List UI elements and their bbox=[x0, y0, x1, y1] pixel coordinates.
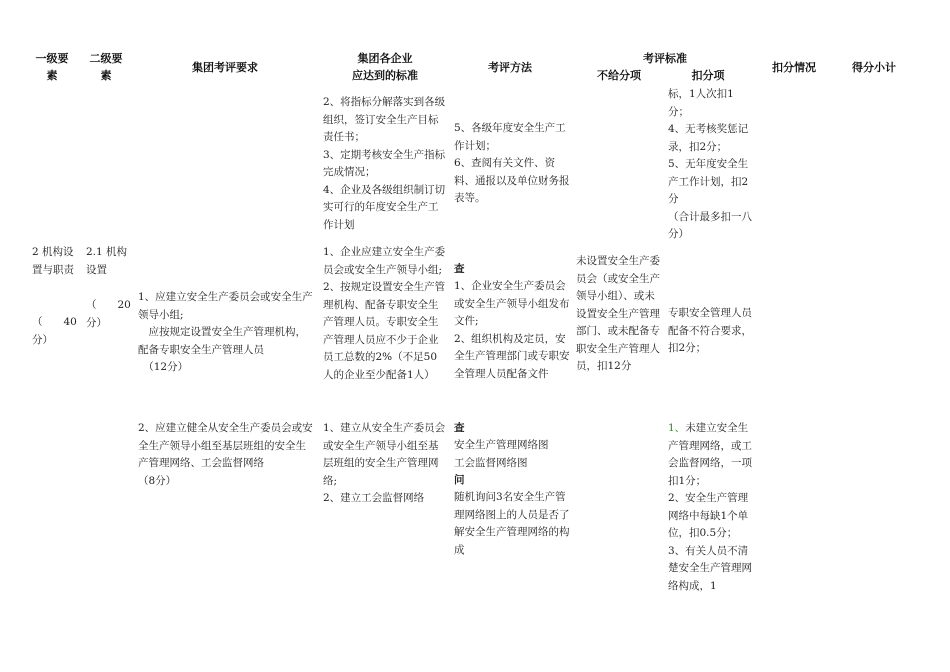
header-subtotal: 得分小计 bbox=[852, 61, 896, 74]
header-deduction-status: 扣分情况 bbox=[772, 61, 816, 74]
row2-method-title-check: 查 bbox=[454, 422, 465, 434]
level1-element: 2 机构设置与职责 bbox=[32, 246, 74, 276]
header-criteria: 考评标准 bbox=[643, 52, 687, 65]
header-standard-line1: 集团各企业 bbox=[357, 52, 413, 65]
row1-deduct: 专职安全管理人员配备不符合要求，扣2分； bbox=[668, 307, 752, 354]
header-no-score: 不给分项 bbox=[597, 69, 641, 82]
level1-score: （ 40分） bbox=[32, 316, 77, 346]
header-method: 考评方法 bbox=[488, 61, 532, 74]
row0-method: 5、各级年度安全生产工作计划； 6、查阅有关文件、资料、通报以及单位财务报表等。 bbox=[454, 122, 570, 204]
row1-no-score-item: 未设置安全生产委员会（或安全生产领导小组）、或未设置安全生产管理部门、或未配备专职安全生产管理人员，扣12分 bbox=[576, 255, 660, 372]
row1-method-title: 查 bbox=[454, 263, 465, 275]
header-standard-line2: 应达到的标准 bbox=[352, 69, 418, 82]
row2-deduct-text: 未建立安全生产管理网络，或工会监督网络，一项扣1分； 2、安全生产管理网络中每缺1个单位，扣0.5分； 3、有关人员不清楚安全生产管理网络构成，1 bbox=[668, 422, 752, 592]
row2-deduct bbox=[668, 420, 754, 595]
header-deduct: 扣分项 bbox=[691, 69, 725, 82]
row2-requirement: 2、应建立健全从安全生产委员会或安全生产领导小组至基层班组的安全生产管理网络、工会监督网络 （8分） bbox=[138, 422, 313, 487]
header-standard bbox=[325, 50, 445, 84]
row1-standard: 1、企业应建立安全生产委员会或安全生产领导小组; 2、按规定设置安全生产管理机构、配备专职安全生产管理人员。专职安全生产管理人员应不少于企业员工总数的2%（不足50人的企业至少配备1人） bbox=[323, 246, 446, 381]
row2-standard: 1、建立从安全生产委员会或安全生产领导小组至基层班组的安全生产管理网络; 2、建立工会监督网络 bbox=[323, 422, 446, 504]
row2-method-check: 安全生产管理网络图 工会监督网络图 bbox=[454, 439, 549, 469]
level2-element: 2.1 机构设置 bbox=[86, 246, 128, 276]
row0-deduct: 标，1人次扣1分； 4、无考核奖惩记录，扣2分； 5、无年度安全生产工作计划，扣2分 （合计最多扣一八分） bbox=[668, 88, 752, 240]
row2-deduct-first-number: 1、 bbox=[668, 422, 686, 434]
header-group-requirement: 集团考评要求 bbox=[192, 61, 258, 74]
row1-method: 1、企业安全生产委员会或安全生产领导小组发布文件; 2、组织机构及定员，安全生产管理部门或专职安全管理人员配备文件 bbox=[454, 280, 570, 380]
row2-method-title-ask: 问 bbox=[454, 474, 465, 486]
row1-requirement: 1、应建立安全生产委员会或安全生产领导小组; 应按规定设置安全生产管理机构，配备专职安全生产管理人员 （12分） bbox=[138, 291, 313, 373]
row0-standard: 2、将指标分解落实到各级组织，签订安全生产目标责任书； 3、定期考核安全生产指标完成情况； 4、企业及各级组织制订切实可行的年度安全生产工作计划 bbox=[323, 96, 446, 231]
level2-score: （ 20分） bbox=[86, 299, 131, 329]
header-level2: 二级要素 bbox=[89, 52, 123, 82]
row2-method-ask: 随机询问3名安全生产管理网络图上的人员是否了解安全生产管理网络的构成 bbox=[454, 491, 570, 556]
header-level1: 一级要素 bbox=[35, 52, 69, 82]
